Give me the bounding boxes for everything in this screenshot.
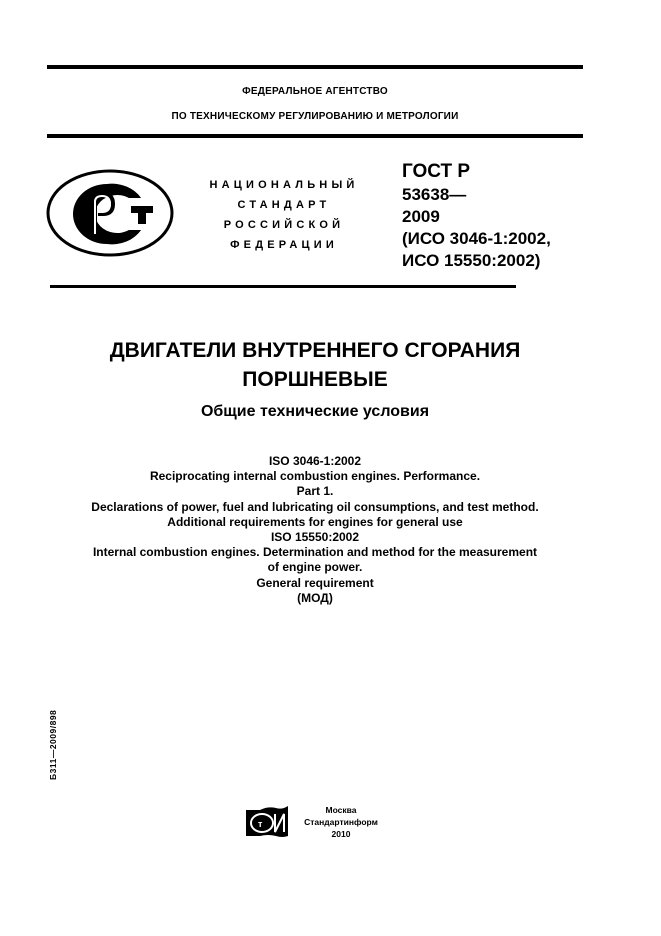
iso-line: Part 1. — [296, 484, 334, 499]
gost-line: (ИСО 3046-1:2002, — [402, 229, 551, 248]
bottom-rule — [50, 285, 516, 288]
agency-line-1: ФЕДЕРАЛЬНОЕ АГЕНТСТВО — [242, 86, 388, 97]
iso-line: Internal combustion engines. Determination and method for the measurement — [92, 545, 538, 560]
middle-rule — [47, 134, 583, 138]
publisher-imprint — [296, 804, 386, 840]
gost-designation — [402, 160, 551, 272]
document-subtitle: Общие технические условия — [200, 403, 430, 420]
title-line-2: ПОРШНЕВЫЕ — [242, 368, 388, 391]
gost-line: ГОСТ Р — [402, 161, 471, 182]
national-line: ФЕДЕРАЦИИ — [230, 239, 338, 251]
side-code: Б311—2009/898 — [48, 709, 58, 780]
agency-line-2: ПО ТЕХНИЧЕСКОМУ РЕГУЛИРОВАНИЮ И МЕТРОЛОГИИ — [171, 111, 459, 122]
title-line-1: ДВИГАТЕЛИ ВНУТРЕННЕГО СГОРАНИЯ — [109, 339, 521, 362]
document-title — [40, 336, 590, 394]
svg-text:т: т — [258, 819, 263, 829]
publisher-name: Стандартинформ — [304, 817, 378, 827]
publisher-year: 2010 — [331, 829, 351, 839]
iso-line: Additional requirements for engines for general use — [167, 514, 463, 529]
iso-line: ISO 3046-1:2002 — [268, 454, 362, 468]
national-line: НАЦИОНАЛЬНЫЙ — [209, 179, 359, 191]
publisher-city: Москва — [325, 805, 357, 815]
iso-line: of engine power. — [267, 560, 363, 575]
iso-line: General requirement — [256, 575, 374, 590]
national-line: СТАНДАРТ — [237, 199, 331, 211]
gost-line: 53638— — [402, 185, 467, 204]
iso-line: Declarations of power, fuel and lubricating oil consumptions, and test method. — [91, 499, 539, 514]
national-standard-label — [195, 175, 373, 255]
iso-line: (МОД) — [297, 590, 333, 605]
iso-line: ISO 15550:2002 — [270, 530, 360, 545]
iso-references — [30, 454, 600, 606]
rst-conformity-mark-icon — [45, 168, 175, 258]
gost-line: ИСО 15550:2002) — [402, 251, 541, 270]
national-line: РОССИЙСКОЙ — [223, 219, 345, 231]
iso-line: Reciprocating internal combustion engines. Performance. — [149, 469, 481, 484]
standartinform-logo-icon — [246, 806, 290, 838]
top-rule — [47, 65, 583, 69]
gost-line: 2009 — [402, 207, 440, 226]
